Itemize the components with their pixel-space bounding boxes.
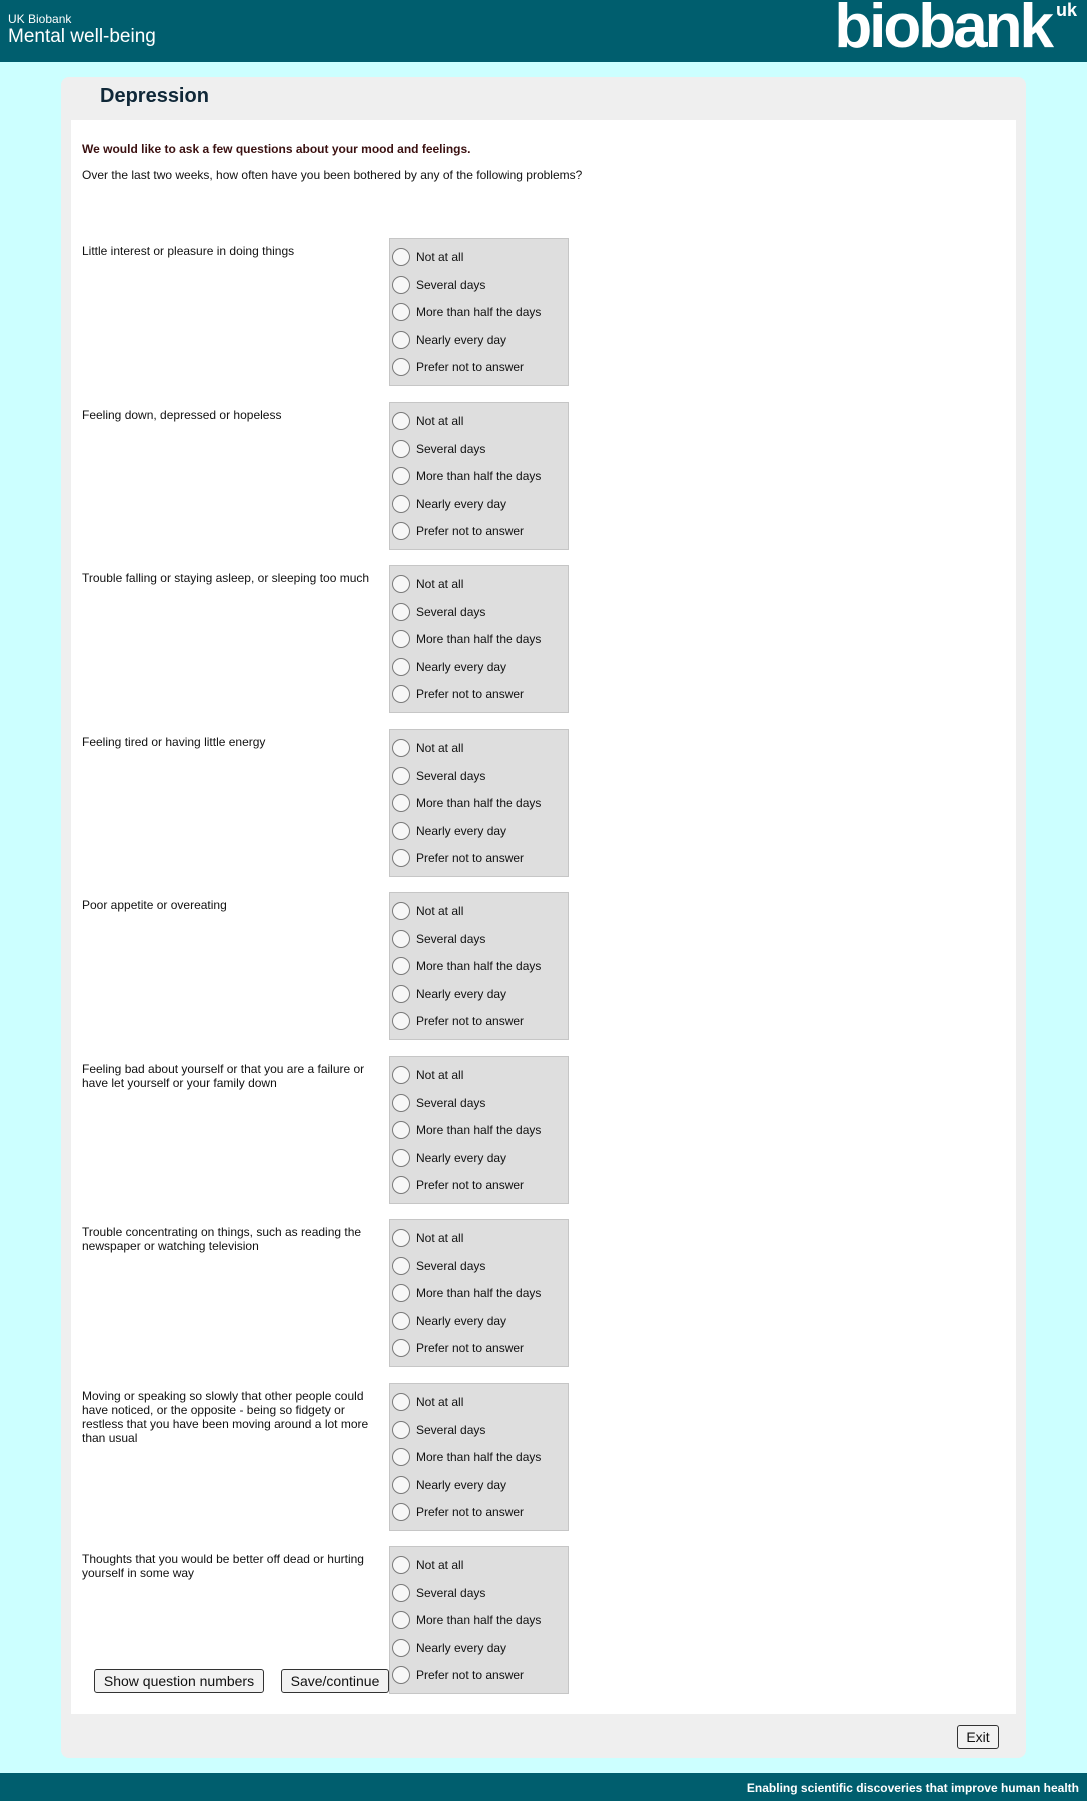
answer-option[interactable] — [392, 683, 524, 705]
radio-button[interactable] — [392, 1666, 410, 1684]
answer-option[interactable] — [392, 438, 485, 460]
option-label: More than half the days — [416, 1123, 542, 1137]
answer-option[interactable] — [392, 1310, 506, 1332]
option-label: Prefer not to answer — [416, 851, 525, 865]
option-label: Not at all — [416, 741, 464, 755]
option-label: Several days — [416, 1259, 486, 1273]
answer-option[interactable] — [392, 847, 524, 869]
logo-suffix: uk — [1055, 0, 1077, 20]
answer-option[interactable] — [392, 1010, 524, 1032]
option-label: More than half the days — [416, 305, 542, 319]
option-label: Several days — [416, 605, 486, 619]
option-label: Nearly every day — [416, 1478, 507, 1492]
radio-button[interactable] — [392, 603, 410, 621]
radio-button[interactable] — [392, 575, 410, 593]
option-label: Prefer not to answer — [416, 360, 525, 374]
radio-button[interactable] — [392, 1584, 410, 1602]
answer-option[interactable] — [392, 656, 506, 678]
option-label: Several days — [416, 1423, 486, 1437]
option-label: Nearly every day — [416, 660, 507, 674]
answer-option[interactable] — [392, 1637, 506, 1659]
option-label: Several days — [416, 1586, 486, 1600]
option-label: More than half the days — [416, 796, 542, 810]
answer-option[interactable] — [392, 1664, 524, 1686]
footer-tagline: Enabling scientific discoveries that improve human health — [746, 1781, 1079, 1795]
option-label: Prefer not to answer — [416, 1341, 525, 1355]
exit-button[interactable]: Exit — [957, 1725, 999, 1749]
radio-button[interactable] — [392, 440, 410, 458]
answer-option[interactable] — [392, 1609, 541, 1631]
answer-options-group — [389, 892, 569, 1040]
question-label: Feeling bad about yourself or that you are a failure or have let yourself or your family down — [82, 1062, 365, 1090]
answer-option[interactable] — [392, 1255, 485, 1277]
option-label: Nearly every day — [416, 1641, 507, 1655]
radio-button[interactable] — [392, 1393, 410, 1411]
save-continue-button[interactable]: Save/continue — [281, 1669, 389, 1693]
answer-option[interactable] — [392, 983, 506, 1005]
option-label: More than half the days — [416, 469, 542, 483]
answer-option[interactable] — [392, 1174, 524, 1196]
radio-button[interactable] — [392, 1448, 410, 1466]
option-label: Prefer not to answer — [416, 687, 525, 701]
answer-option[interactable] — [392, 1282, 541, 1304]
option-label: Prefer not to answer — [416, 1014, 525, 1028]
intro-question: Over the last two weeks, how often have you been bothered by any of the following problems? — [82, 168, 583, 182]
option-label: More than half the days — [416, 1450, 542, 1464]
radio-button[interactable] — [392, 767, 410, 785]
answer-option[interactable] — [392, 274, 485, 296]
radio-button[interactable] — [392, 1121, 410, 1139]
answer-options-group — [389, 565, 569, 713]
app-header — [0, 0, 1087, 62]
option-label: More than half the days — [416, 1286, 542, 1300]
option-label: Nearly every day — [416, 987, 507, 1001]
answer-option[interactable] — [392, 410, 463, 432]
org-name: UK Biobank — [8, 12, 72, 26]
logo-wordmark: biobank — [834, 0, 1051, 61]
radio-button[interactable] — [392, 1149, 410, 1167]
radio-button[interactable] — [392, 522, 410, 540]
option-label: Not at all — [416, 250, 464, 264]
option-label: Prefer not to answer — [416, 1668, 525, 1682]
radio-button[interactable] — [392, 985, 410, 1003]
answer-option[interactable] — [392, 820, 506, 842]
option-label: More than half the days — [416, 1613, 542, 1627]
radio-button[interactable] — [392, 1421, 410, 1439]
radio-button[interactable] — [392, 1257, 410, 1275]
question-label: Feeling tired or having little energy — [82, 735, 266, 749]
option-label: Nearly every day — [416, 497, 507, 511]
radio-button[interactable] — [392, 739, 410, 757]
radio-button[interactable] — [392, 794, 410, 812]
option-label: Not at all — [416, 414, 464, 428]
radio-button[interactable] — [392, 412, 410, 430]
option-label: More than half the days — [416, 632, 542, 646]
questionnaire-title: Mental well-being — [8, 26, 156, 47]
option-label: Several days — [416, 1096, 486, 1110]
answer-option[interactable] — [392, 1446, 541, 1468]
option-label: Nearly every day — [416, 1314, 507, 1328]
answer-option[interactable] — [392, 1147, 506, 1169]
section-title: Depression — [100, 85, 209, 107]
option-label: Not at all — [416, 1558, 464, 1572]
answer-option[interactable] — [392, 301, 541, 323]
option-label: Several days — [416, 932, 486, 946]
question-label: Thoughts that you would be better off dead or hurting yourself in some way — [82, 1552, 364, 1580]
radio-button[interactable] — [392, 248, 410, 266]
radio-button[interactable] — [392, 930, 410, 948]
option-label: Nearly every day — [416, 333, 507, 347]
radio-button[interactable] — [392, 358, 410, 376]
option-label: Not at all — [416, 1231, 464, 1245]
radio-button[interactable] — [392, 1639, 410, 1657]
radio-button[interactable] — [392, 1339, 410, 1357]
radio-button[interactable] — [392, 849, 410, 867]
answer-option[interactable] — [392, 329, 506, 351]
radio-button[interactable] — [392, 1312, 410, 1330]
answer-option[interactable] — [392, 928, 485, 950]
answer-option[interactable] — [392, 1554, 463, 1576]
answer-option[interactable] — [392, 573, 463, 595]
radio-button[interactable] — [392, 1066, 410, 1084]
option-label: Not at all — [416, 904, 464, 918]
option-label: Not at all — [416, 1068, 464, 1082]
answer-option[interactable] — [392, 737, 463, 759]
answer-option[interactable] — [392, 765, 485, 787]
answer-option[interactable] — [392, 1092, 485, 1114]
option-label: Several days — [416, 442, 486, 456]
question-label: Feeling down, depressed or hopeless — [82, 408, 282, 422]
answer-options-group — [389, 1546, 569, 1694]
radio-button[interactable] — [392, 658, 410, 676]
answer-option[interactable] — [392, 356, 524, 378]
answer-option[interactable] — [392, 955, 541, 977]
questionnaire-panel — [61, 77, 1026, 1758]
radio-button[interactable] — [392, 467, 410, 485]
option-label: Prefer not to answer — [416, 1505, 525, 1519]
answer-option[interactable] — [392, 1064, 463, 1086]
answer-option[interactable] — [392, 792, 541, 814]
question-label: Moving or speaking so slowly that other people could have noticed, or the opposite - being so fidgety or restless that you have been moving around a lot more than usual — [82, 1389, 369, 1445]
option-label: Not at all — [416, 1395, 464, 1409]
answer-option[interactable] — [392, 493, 506, 515]
option-label: Several days — [416, 769, 486, 783]
radio-button[interactable] — [392, 902, 410, 920]
radio-button[interactable] — [392, 276, 410, 294]
radio-button[interactable] — [392, 957, 410, 975]
option-label: More than half the days — [416, 959, 542, 973]
answer-option[interactable] — [392, 1419, 485, 1441]
radio-button[interactable] — [392, 1284, 410, 1302]
radio-button[interactable] — [392, 1229, 410, 1247]
option-label: Prefer not to answer — [416, 1178, 525, 1192]
answer-options-group — [389, 1383, 569, 1531]
answer-option[interactable] — [392, 1501, 524, 1523]
answer-options-group — [389, 1056, 569, 1204]
radio-button[interactable] — [392, 822, 410, 840]
option-label: Several days — [416, 278, 486, 292]
radio-button[interactable] — [392, 1611, 410, 1629]
show-question-numbers-button[interactable]: Show question numbers — [94, 1669, 264, 1693]
radio-button[interactable] — [392, 1556, 410, 1574]
option-label: Prefer not to answer — [416, 524, 525, 538]
question-label: Little interest or pleasure in doing things — [82, 244, 295, 258]
radio-button[interactable] — [392, 303, 410, 321]
biobank-logo — [791, 0, 1081, 62]
radio-button[interactable] — [392, 495, 410, 513]
radio-button[interactable] — [392, 331, 410, 349]
question-area — [71, 120, 1016, 1714]
radio-button[interactable] — [392, 1503, 410, 1521]
answer-option[interactable] — [392, 1474, 506, 1496]
app-footer — [0, 1773, 1087, 1801]
option-label: Nearly every day — [416, 1151, 507, 1165]
answer-option[interactable] — [392, 900, 463, 922]
radio-button[interactable] — [392, 685, 410, 703]
answer-option[interactable] — [392, 1337, 524, 1359]
answer-option[interactable] — [392, 520, 524, 542]
answer-option[interactable] — [392, 1227, 463, 1249]
option-label: Nearly every day — [416, 824, 507, 838]
answer-options-group — [389, 402, 569, 550]
option-label: Not at all — [416, 577, 464, 591]
answer-option[interactable] — [392, 1119, 541, 1141]
radio-button[interactable] — [392, 630, 410, 648]
answer-option[interactable] — [392, 246, 463, 268]
question-label: Poor appetite or overeating — [82, 898, 227, 912]
question-label: Trouble concentrating on things, such as reading the newspaper or watching television — [82, 1225, 362, 1253]
answer-option[interactable] — [392, 1582, 485, 1604]
radio-button[interactable] — [392, 1012, 410, 1030]
answer-options-group — [389, 1219, 569, 1367]
radio-button[interactable] — [392, 1176, 410, 1194]
answer-options-group — [389, 729, 569, 877]
radio-button[interactable] — [392, 1476, 410, 1494]
answer-option[interactable] — [392, 1391, 463, 1413]
answer-option[interactable] — [392, 601, 485, 623]
answer-option[interactable] — [392, 465, 541, 487]
intro-heading: We would like to ask a few questions about your mood and feelings. — [82, 142, 471, 156]
question-label: Trouble falling or staying asleep, or sleeping too much — [82, 571, 370, 585]
radio-button[interactable] — [392, 1094, 410, 1112]
answer-options-group — [389, 238, 569, 386]
answer-option[interactable] — [392, 628, 541, 650]
